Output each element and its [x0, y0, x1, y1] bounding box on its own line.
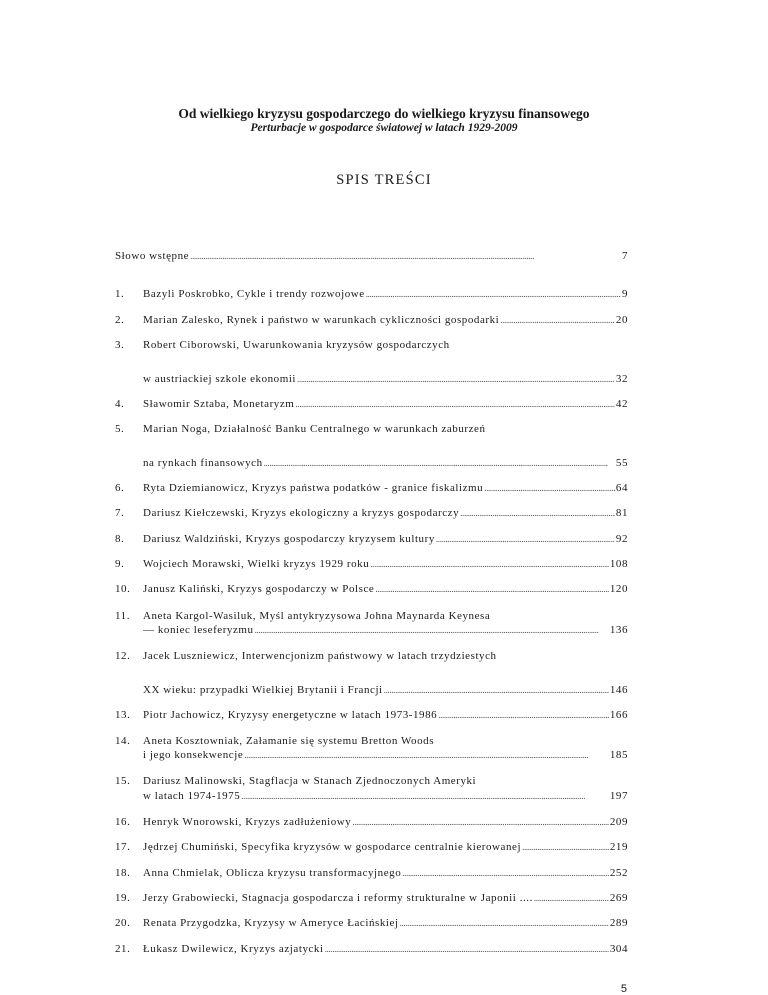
dot-leader	[438, 709, 609, 721]
book-title: Od wielkiego kryzysu gospodarczego do wielkiego kryzysu finansowego	[178, 106, 590, 121]
toc-entry-line	[143, 943, 628, 955]
toc-entry-title: Aneta Kosztowniak, Załamanie się systemu Bretton Woods	[143, 735, 435, 747]
toc-entry-title: Dariusz Waldziński, Kryzys gospodarczy kryzysem kultury	[143, 533, 435, 545]
toc-entry-line	[143, 867, 628, 879]
dot-leader	[460, 507, 615, 519]
toc-entry-page: 136	[609, 624, 628, 636]
toc-entry-line	[143, 841, 628, 853]
toc-entry-title: w latach 1974-1975	[143, 790, 241, 802]
toc-entry-line	[143, 423, 628, 435]
toc-entry-number: 2.	[115, 314, 125, 326]
toc-entry-title: w austriackiej szkole ekonomii	[143, 373, 297, 385]
toc-entry-line	[143, 749, 628, 761]
toc-entry-line	[143, 709, 628, 721]
toc-entry-page: 252	[609, 867, 628, 879]
toc-entry-line	[143, 892, 628, 904]
toc-entry-number: 16.	[115, 816, 131, 828]
toc-entry-number: 13.	[115, 709, 131, 721]
toc-entry-title: Wojciech Morawski, Wielki kryzys 1929 roku	[143, 558, 370, 570]
dot-leader	[352, 816, 609, 828]
toc-entry-line	[143, 684, 628, 696]
dot-leader	[297, 373, 615, 385]
toc-entry-page: 7	[621, 250, 628, 262]
toc-entry-line	[115, 250, 628, 262]
toc-entry-page: 32	[615, 373, 628, 385]
toc-entry-number: 19.	[115, 892, 131, 904]
dot-leader	[366, 288, 621, 300]
toc-entry-line	[143, 650, 628, 662]
toc-entry-title: Jerzy Grabowiecki, Stagnacja gospodarcza i reformy strukturalne w Japonii ....	[143, 892, 533, 904]
toc-entry-title: Aneta Kargol-Wasiluk, Myśl antykryzysowa Johna Maynarda Keynesa	[143, 610, 491, 622]
toc-entry-number: 21.	[115, 943, 131, 955]
toc-entry-number: 15.	[115, 775, 131, 787]
toc-entry-title: i jego konsekwencje	[143, 749, 244, 761]
toc-entry-page: 108	[609, 558, 628, 570]
toc-entry-page: 55	[615, 457, 628, 469]
toc-entry-page: 81	[615, 507, 628, 519]
toc-entry-line	[143, 314, 628, 326]
toc-entry-line	[143, 398, 628, 410]
toc-entry-number: 17.	[115, 841, 131, 853]
dot-leader	[255, 624, 609, 636]
toc-entry-title: Marian Noga, Działalność Banku Centralnego w warunkach zaburzeń	[143, 423, 486, 435]
toc-entry-title: Henryk Wnorowski, Kryzys zadłużeniowy	[143, 816, 352, 828]
dot-leader	[402, 867, 609, 879]
dot-leader	[522, 841, 609, 853]
toc-entry-title: Dariusz Malinowski, Stagflacja w Stanach Zjednoczonych Ameryki	[143, 775, 477, 787]
book-subtitle: Perturbacje w gospodarce światowej w latach 1929-2009	[250, 122, 518, 134]
toc-entry-title: Robert Ciborowski, Uwarunkowania kryzysów gospodarczych	[143, 339, 450, 351]
toc-entry-title: Jacek Luszniewicz, Interwencjonizm państwowy w latach trzydziestych	[143, 650, 497, 662]
toc-entry-page: 219	[609, 841, 628, 853]
toc-entry-page: 304	[609, 943, 628, 955]
toc-entry-line	[143, 624, 628, 636]
toc-entry-page: 146	[609, 684, 628, 696]
toc-entry-title: Piotr Jachowicz, Kryzysy energetyczne w latach 1973-1986	[143, 709, 438, 721]
dot-leader	[484, 482, 615, 494]
dot-leader	[370, 558, 609, 570]
toc-entry-page: 269	[609, 892, 628, 904]
toc-entry-number: 12.	[115, 650, 131, 662]
toc-entry-line	[143, 373, 628, 385]
toc-entry-title: — koniec leseferyzmu	[143, 624, 254, 636]
toc-entry-line	[143, 610, 628, 622]
toc-entry-number: 11.	[115, 610, 130, 622]
toc-entry-line	[143, 457, 628, 469]
toc-entry-number: 8.	[115, 533, 125, 545]
toc-entry-number: 10.	[115, 583, 131, 595]
toc-entry-title: Ryta Dziemianowicz, Kryzys państwa podatków - granice fiskalizmu	[143, 482, 484, 494]
toc-entry-page: 64	[615, 482, 628, 494]
toc-entry-title: Sławomir Sztaba, Monetaryzm	[143, 398, 295, 410]
toc-entry-page: 197	[609, 790, 628, 802]
toc-entry-number: 1.	[115, 288, 125, 300]
toc-entry-page: 166	[609, 709, 628, 721]
toc-entry-page: 289	[609, 917, 628, 929]
toc-entry-page: 9	[621, 288, 628, 300]
page-number: 5	[620, 983, 627, 995]
toc-entry-line	[143, 533, 628, 545]
toc-entry-title: Janusz Kaliński, Kryzys gospodarczy w Polsce	[143, 583, 375, 595]
toc-entry-line	[143, 790, 628, 802]
toc-entry-number: 6.	[115, 482, 125, 494]
toc-entry-line	[143, 558, 628, 570]
toc-entry-line	[143, 816, 628, 828]
toc-entry-title: Bazyli Poskrobko, Cykle i trendy rozwojowe	[143, 288, 365, 300]
toc-entry-line	[143, 288, 628, 300]
dot-leader	[190, 250, 621, 262]
dot-leader	[264, 457, 615, 469]
dot-leader	[534, 892, 609, 904]
toc-entry-page: 92	[615, 533, 628, 545]
toc-entry-title: Anna Chmielak, Oblicza kryzysu transformacyjnego	[143, 867, 402, 879]
toc-entry-title: na rynkach finansowych	[143, 457, 263, 469]
dot-leader	[295, 398, 614, 410]
toc-entry-number: 9.	[115, 558, 125, 570]
toc-entry-page: 185	[609, 749, 628, 761]
toc-entry-number: 20.	[115, 917, 131, 929]
toc-entry-line	[143, 339, 628, 351]
toc-entry-number: 3.	[115, 339, 125, 351]
toc-entry-line	[143, 917, 628, 929]
toc-entry-number: 4.	[115, 398, 125, 410]
toc-entry-line	[143, 583, 628, 595]
toc-entry-number: 5.	[115, 423, 125, 435]
toc-entry-line	[143, 507, 628, 519]
dot-leader	[400, 917, 609, 929]
dot-leader	[375, 583, 609, 595]
toc-entry-number: 7.	[115, 507, 125, 519]
toc-entry-number: 18.	[115, 867, 131, 879]
toc-entry-page: 120	[609, 583, 628, 595]
dot-leader	[384, 684, 609, 696]
dot-leader	[325, 943, 609, 955]
toc-entry-title: Łukasz Dwilewicz, Kryzys azjatycki	[143, 943, 324, 955]
toc-entry-page: 42	[615, 398, 628, 410]
dot-leader	[241, 790, 609, 802]
toc-entry-page: 209	[609, 816, 628, 828]
toc-entry-title: Dariusz Kiełczewski, Kryzys ekologiczny a kryzys gospodarczy	[143, 507, 460, 519]
toc-entry-line	[143, 482, 628, 494]
toc-entry-title: Renata Przygodzka, Kryzysy w Ameryce Łacińskiej	[143, 917, 399, 929]
toc-heading: SPIS TREŚCI	[336, 172, 432, 188]
toc-entry-line	[143, 775, 628, 787]
toc-entry-line	[143, 735, 628, 747]
toc-entry-page: 20	[615, 314, 628, 326]
dot-leader	[244, 749, 609, 761]
toc-entry-number: 14.	[115, 735, 131, 747]
toc-entry-title: Słowo wstępne	[115, 250, 190, 262]
dot-leader	[436, 533, 615, 545]
dot-leader	[500, 314, 615, 326]
toc-entry-title: Marian Zalesko, Rynek i państwo w warunkach cykliczności gospodarki	[143, 314, 500, 326]
toc-entry-title: XX wieku: przypadki Wielkiej Brytanii i Francji	[143, 684, 383, 696]
toc-entry-title: Jędrzej Chumiński, Specyfika kryzysów w gospodarce centralnie kierowanej	[143, 841, 522, 853]
